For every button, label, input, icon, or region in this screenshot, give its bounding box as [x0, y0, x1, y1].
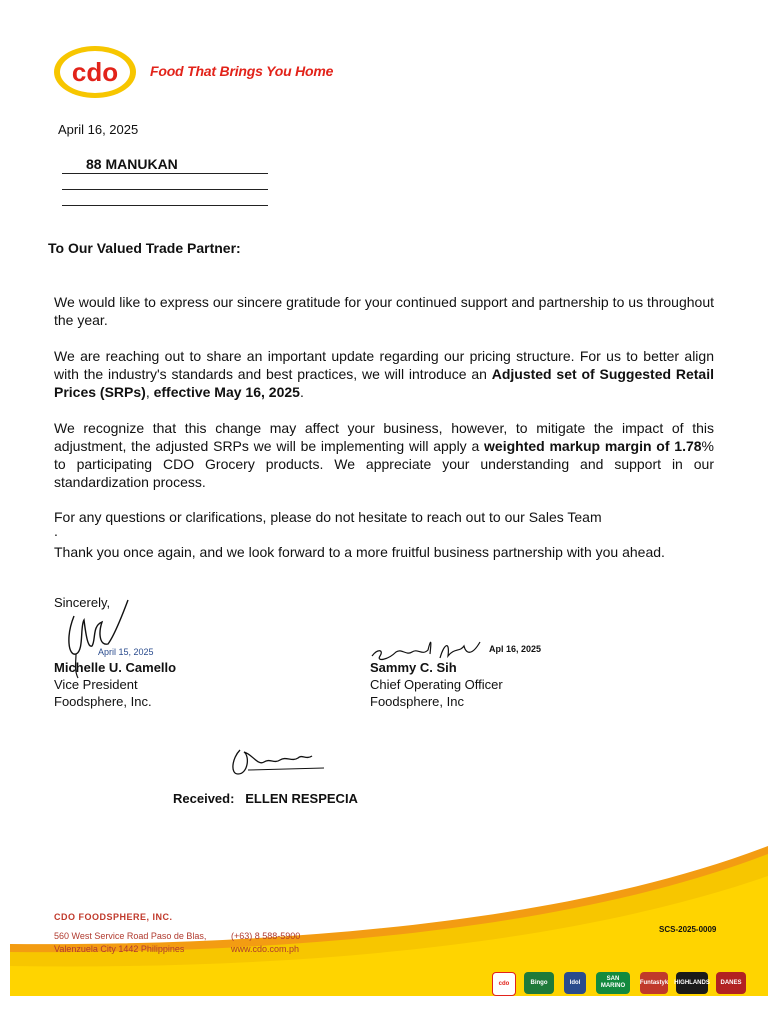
- letter-date: April 16, 2025: [58, 122, 139, 137]
- signed-date-camello: April 15, 2025: [98, 647, 154, 657]
- emphasis-srp: Adjusted set of Suggested Retail Prices (SRPs): [54, 366, 714, 400]
- paragraph-markup: [54, 419, 714, 491]
- signatory-company: Foodsphere, Inc.: [54, 694, 152, 709]
- cdo-logo: [52, 44, 138, 100]
- brand-logo-highlands: HIGHLANDS: [676, 972, 708, 994]
- paragraph-pricing-update: [54, 347, 714, 401]
- signatory-company: Foodsphere, Inc: [370, 694, 464, 709]
- salutation: To Our Valued Trade Partner:: [48, 240, 241, 256]
- paragraph-questions: For any questions or clarifications, please do not hesitate to reach out to our Sales Team: [54, 509, 602, 525]
- recipient-name: 88 MANUKAN: [86, 156, 178, 172]
- footer-phone: (+63) 8 588-5900: [231, 931, 301, 941]
- received-block: [173, 791, 358, 806]
- paragraph-text: .: [299, 384, 304, 400]
- emphasis-effective-date: effective May 16, 2025: [153, 384, 300, 400]
- footer-contact: [231, 930, 300, 956]
- footer-company: CDO FOODSPHERE, INC.: [54, 912, 173, 922]
- signatory-1: [54, 659, 176, 710]
- paragraph-text: ,: [145, 384, 154, 400]
- footer-website: www.cdo.com.ph: [231, 944, 300, 954]
- brand-logo-idol: Idol: [564, 972, 586, 994]
- emphasis-markup: weighted markup margin of 1.78: [484, 438, 702, 454]
- address-line: [62, 205, 268, 206]
- document-code: SCS-2025-0009: [659, 925, 717, 934]
- paragraph-text: We are reaching out to share an important update regarding our pricing structure. For us to better align with the industry's standards and best practices, we will introduce an: [54, 348, 714, 382]
- signatory-name: Sammy C. Sih: [370, 660, 457, 675]
- paragraph-dot: .: [54, 523, 58, 539]
- signatory-2: [370, 659, 503, 710]
- signatory-title: Vice President: [54, 677, 138, 692]
- footer-bottom-margin: [0, 996, 768, 1024]
- signatory-title: Chief Operating Officer: [370, 677, 503, 692]
- brand-logo-san-marino: SAN MARINO: [596, 972, 630, 994]
- paragraph-text: % to participating CDO Grocery products. We appreciate your understanding and support in our standardization process.: [54, 438, 714, 490]
- received-label: Received:: [173, 791, 235, 806]
- brand-logo-danes: DANES: [716, 972, 746, 994]
- address-line: [62, 173, 268, 174]
- signature-received: [228, 744, 326, 780]
- footer-address: [54, 930, 206, 956]
- address-line: [62, 189, 268, 190]
- tagline: Food That Brings You Home: [150, 63, 334, 79]
- paragraph-thanks: Thank you once again, and we look forward to a more fruitful business partnership with you ahead.: [54, 544, 665, 560]
- signatory-name: Michelle U. Camello: [54, 660, 177, 675]
- closing: Sincerely,: [54, 595, 111, 610]
- logo-text: cdo: [71, 57, 119, 87]
- brand-logo-bingo: Bingo: [524, 972, 554, 994]
- footer-address-line: 560 West Service Road Paso de Blas,: [54, 931, 207, 941]
- paragraph-text: We recognize that this change may affect your business, however, to mitigate the impact of this adjustment, the adjusted SRPs we will be implementing will apply a: [54, 420, 714, 454]
- brand-logo-funtastyk: Funtastyk: [640, 972, 668, 994]
- paragraph-gratitude: We would like to express our sincere gratitude for your continued support and partnership to us throughout the year.: [54, 294, 714, 328]
- signed-date-sih: Apl 16, 2025: [489, 644, 542, 654]
- brand-logo-cdo: cdo: [492, 972, 516, 996]
- received-name: ELLEN RESPECIA: [245, 791, 358, 806]
- footer-address-line: Valenzuela City 1442 Philippines: [54, 944, 185, 954]
